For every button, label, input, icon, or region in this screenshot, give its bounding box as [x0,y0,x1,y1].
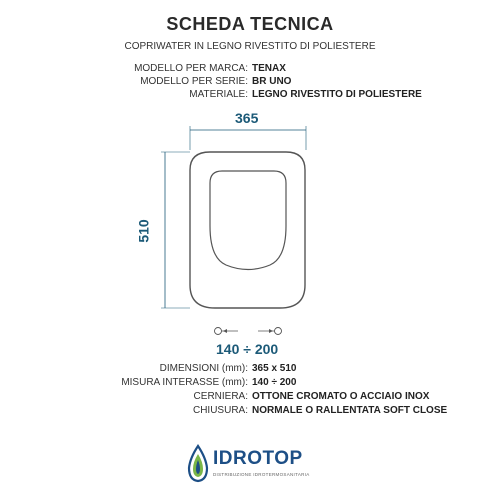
spec-row-interasse [0,377,500,389]
spec-value: TENAX [252,63,286,74]
spec-label: CERNIERA: [193,391,248,402]
spec-label: MODELLO PER MARCA: [134,63,248,74]
spec-value: LEGNO RIVESTITO DI POLIESTERE [252,89,422,100]
spec-label: CHIUSURA: [192,405,248,416]
interasse-dimension-label: 140 ÷ 200 [216,341,279,357]
interasse-arrow-right [269,329,273,333]
height-dimension-label: 510 [135,219,152,243]
spec-row-dimensioni [0,363,500,375]
hinge-hole-right [275,328,282,335]
seat-inner-outline [210,171,286,270]
spec-label: DIMENSIONI (mm): [159,363,248,374]
spec-value: 140 ÷ 200 [252,377,297,388]
width-dimension-label: 365 [235,110,259,126]
brand-tagline: DISTRIBUZIONE IDROTERMOSANITARIA [213,472,310,477]
page-subtitle: COPRIWATER IN LEGNO RIVESTITO DI POLIESTERE [124,41,376,52]
page-title: SCHEDA TECNICA [166,14,334,34]
spec-row-cerniera [0,391,500,403]
spec-value: OTTONE CROMATO O ACCIAIO INOX [252,391,430,402]
seat-outer-outline [190,152,305,308]
spec-value: BR UNO [252,76,292,87]
spec-label: MISURA INTERASSE (mm): [121,377,248,388]
brand-logo [185,444,325,494]
spec-row-chiusura [0,405,500,417]
spec-label: MATERIALE: [189,89,248,100]
spec-value: 365 x 510 [252,363,297,374]
spec-label: MODELLO PER SERIE: [140,76,248,87]
drop-icon [185,444,211,484]
spec-value: NORMALE O RALLENTATA SOFT CLOSE [252,405,448,416]
brand-name: IDROTOP [213,448,303,469]
hinge-hole-left [215,328,222,335]
interasse-arrow-left [223,329,227,333]
